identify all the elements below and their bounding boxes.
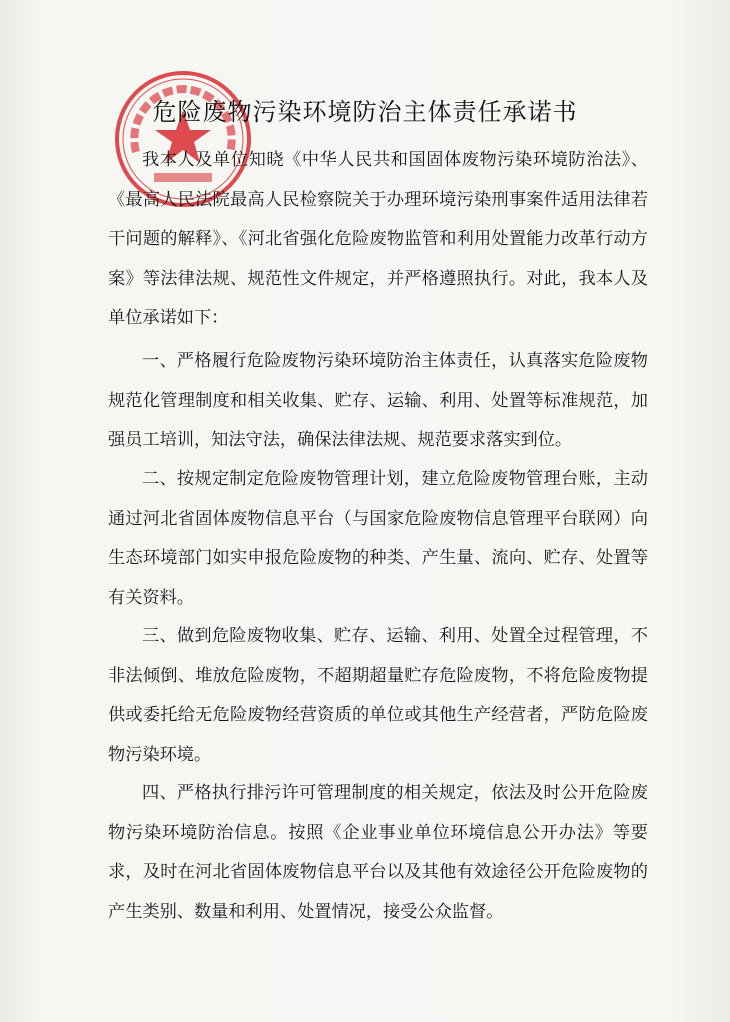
commitment-item-2: 二、按规定制定危险废物管理计划，建立危险废物管理台账，主动通过河北省固体废物信息平台（与国家危险废物信息管理平台联网）向生态环境部门如实申报危险废物的种类、产生量、流向、贮存、处置等有关资料。 xyxy=(108,469,648,608)
commitment-item-4: 四、严格执行排污许可管理制度的相关规定，依法及时公开危险废物污染环境防治信息。按照《企业事业单位环境信息公开办法》等要求，及时在河北省固体废物信息平台以及其他有效途径公开危险废物的产生类别、数量和利用、处置情况，接受公众监督。 xyxy=(108,783,648,922)
commitment-item-1: 一、严格履行危险废物污染环境防治主体责任，认真落实危险废物规范化管理制度和相关收集、贮存、运输、利用、处置等标准规范，加强员工培训，知法守法，确保法律法规、规范要求落实到位。 xyxy=(108,351,648,450)
commitment-item-3: 三、做到危险废物收集、贮存、运输、利用、处置全过程管理，不非法倾倒、堆放危险废物，不超期超量贮存危险废物，不将危险废物提供或委托给无危险废物经营资质的单位或其他生产经营者，严防危险废物污染环境。 xyxy=(108,626,648,765)
intro-paragraph: 我本人及单位知晓《中华人民共和国固体废物污染环境防治法》、《最高人民法院最高人民检察院关于办理环境污染刑事案件适用法律若干问题的解释》、《河北省强化危险废物监管和利用处置能力改革行动方案》等法律法规、规范性文件规定，并严格遵照执行。对此，我本人及单位承诺如下： xyxy=(108,150,648,328)
document-title: 危险废物污染环境防治主体责任承诺书 xyxy=(152,98,578,126)
